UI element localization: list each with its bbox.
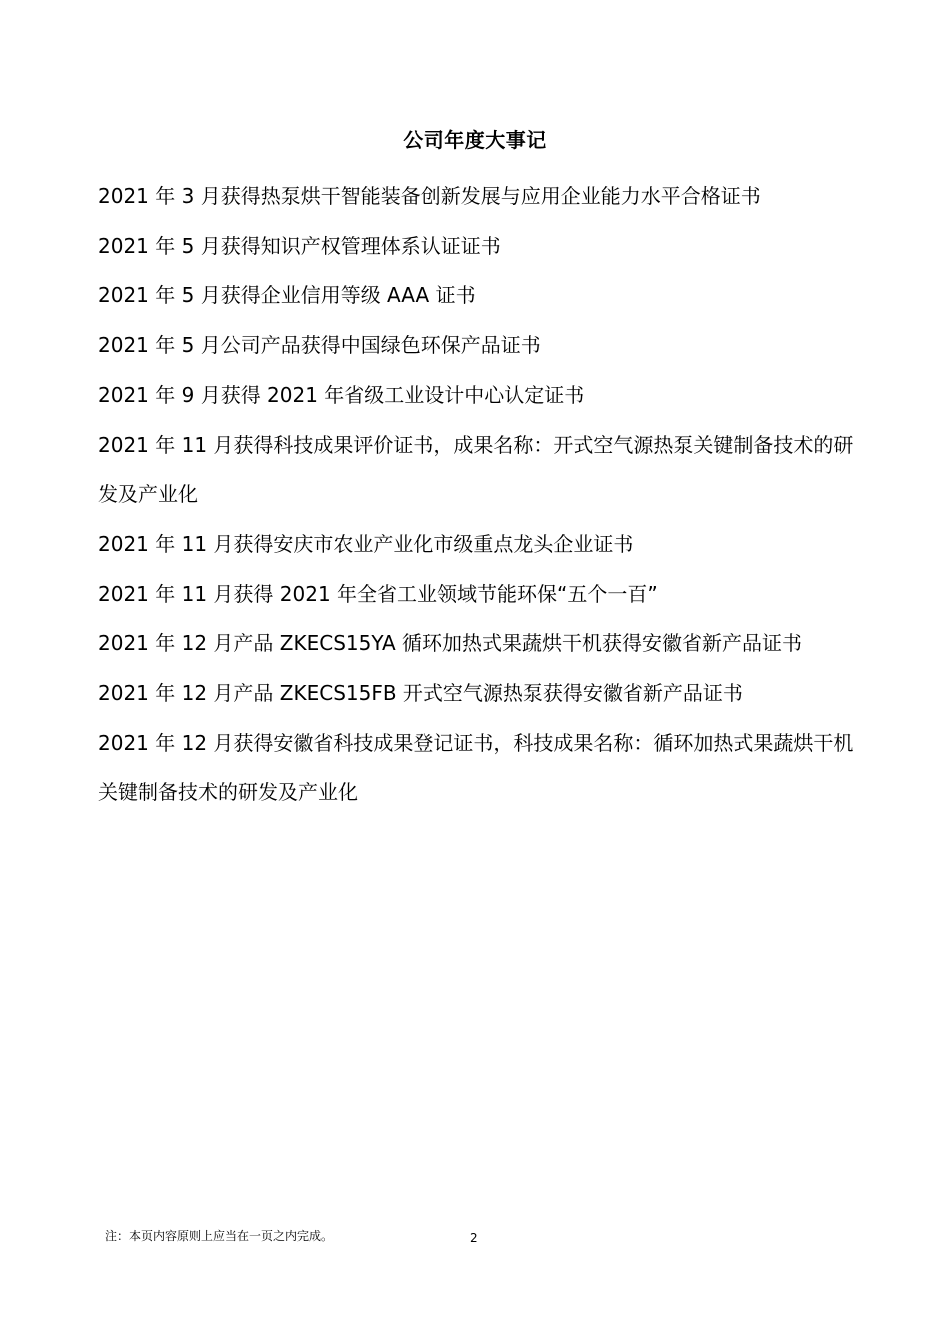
event-item: 2021 年 5 月获得知识产权管理体系认证证书 [98, 233, 501, 258]
event-item: 2021 年 11 月获得科技成果评价证书，成果名称：开式空气源热泵关键制备技术的研发及产业化 [98, 432, 854, 507]
event-item: 2021 年 12 月产品 ZKECS15FB 开式空气源热泵获得安徽省新产品证书 [98, 681, 743, 706]
event-item: 2021 年 5 月公司产品获得中国绿色环保产品证书 [98, 333, 541, 358]
events-list [98, 172, 858, 818]
page-number: 2 [470, 1231, 478, 1245]
event-item: 2021 年 12 月获得安徽省科技成果登记证书，科技成果名称：循环加热式果蔬烘干机关键制备技术的研发及产业化 [98, 730, 854, 805]
event-item: 2021 年 11 月获得 2021 年全省工业领域节能环保“五个一百” [98, 581, 658, 606]
page-title: 公司年度大事记 [403, 128, 547, 152]
footnote: 注：本页内容原则上应当在一页之内完成。 [105, 1229, 334, 1243]
event-item: 2021 年 12 月产品 ZKECS15YA 循环加热式果蔬烘干机获得安徽省新产品证书 [98, 631, 803, 656]
event-item: 2021 年 5 月获得企业信用等级 AAA 证书 [98, 283, 476, 308]
event-item: 2021 年 3 月获得热泵烘干智能装备创新发展与应用企业能力水平合格证书 [98, 184, 761, 208]
event-item: 2021 年 9 月获得 2021 年省级工业设计中心认定证书 [98, 382, 585, 407]
event-item: 2021 年 11 月获得安庆市农业产业化市级重点龙头企业证书 [98, 531, 634, 556]
